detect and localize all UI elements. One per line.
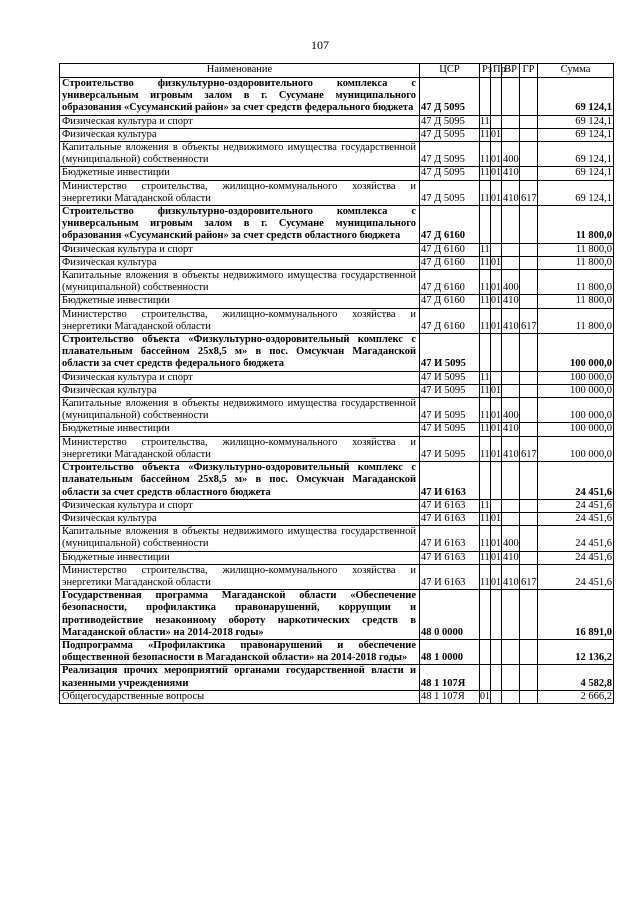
cell-rz: 11	[480, 551, 490, 563]
cell-name: Бюджетные инвестиции	[60, 167, 420, 180]
cell-vr	[502, 665, 520, 690]
cell-name: Строительство объекта «Физкультурно-оздоровительный комплекс с плавательным бассейном 25х8,5 м» в пос. Омсукчан Магаданской области за счет средств областного бюджета	[60, 462, 420, 500]
cell-rz: 11	[480, 256, 490, 268]
table-header-row	[60, 64, 614, 78]
header-gr: ГР	[520, 64, 538, 78]
table-row	[60, 243, 614, 256]
cell-vr	[502, 256, 520, 269]
cell-vr	[502, 243, 520, 256]
cell-gr	[520, 206, 538, 244]
table-row	[60, 512, 614, 525]
cell-gr	[520, 499, 538, 512]
cell-name: Физическая культура	[60, 384, 420, 397]
cell-sum: 69 124,1	[538, 115, 614, 128]
cell-rz	[480, 639, 491, 664]
table-row	[60, 462, 614, 500]
cell-csr: 47 И 6163	[420, 551, 480, 564]
cell-gr	[520, 384, 538, 397]
cell-rz	[480, 78, 491, 116]
cell-vr	[502, 384, 520, 397]
header-sum: Сумма	[538, 64, 614, 78]
cell-vr	[502, 499, 520, 512]
cell-name: Физическая культура	[60, 128, 420, 141]
cell-name: Физическая культура	[60, 256, 420, 269]
cell-sum: 4 582,8	[538, 665, 614, 690]
table-row	[60, 423, 614, 436]
cell-gr	[520, 398, 538, 423]
cell-csr: 47 И 6163	[420, 564, 480, 589]
cell-vr: 400	[502, 526, 520, 551]
table-row	[60, 526, 614, 551]
header-pr: Пр	[491, 64, 502, 78]
cell-gr	[520, 462, 538, 500]
table-row	[60, 115, 614, 128]
cell-gr	[520, 371, 538, 384]
cell-name: Физическая культура и спорт	[60, 243, 420, 256]
table-row	[60, 78, 614, 116]
cell-gr	[520, 334, 538, 372]
cell-rz: 11	[480, 423, 490, 435]
cell-sum: 11 800,0	[538, 256, 614, 269]
table-row	[60, 128, 614, 141]
header-rz: Рз	[480, 64, 491, 78]
cell-rz: 11	[480, 308, 491, 333]
cell-pr: 01	[491, 270, 502, 295]
cell-name: Государственная программа Магаданской области «Обеспечение безопасности, профилактика правонарушений, коррупции и противодействие незаконному обороту наркотических средств в Магаданской области» на 2014-2018 годы»	[60, 590, 420, 640]
cell-gr: 617	[520, 436, 538, 461]
cell-gr	[520, 639, 538, 664]
cell-csr: 47 И 5095	[420, 384, 480, 397]
cell-name: Строительство объекта «Физкультурно-оздоровительный комплекс с плавательным бассейном 25х8,5 м» в пос. Омсукчан Магаданской области за счет средств федерального бюджета	[60, 334, 420, 372]
cell-name: Физическая культура и спорт	[60, 115, 420, 128]
cell-sum: 11 800,0	[538, 206, 614, 244]
cell-sum: 69 124,1	[538, 167, 614, 180]
cell-sum: 100 000,0	[538, 436, 614, 461]
cell-gr	[520, 665, 538, 690]
cell-gr	[520, 526, 538, 551]
cell-rz	[480, 206, 491, 244]
cell-sum: 2 666,2	[538, 690, 614, 703]
header-name: Наименование	[60, 64, 420, 78]
cell-rz: 11	[480, 564, 491, 589]
cell-pr	[491, 590, 502, 640]
cell-sum: 100 000,0	[538, 334, 614, 372]
table-row	[60, 499, 614, 512]
cell-name: Бюджетные инвестиции	[60, 423, 420, 436]
cell-csr: 47 И 6163	[420, 499, 480, 512]
cell-rz: 11	[480, 295, 490, 307]
table-row	[60, 334, 614, 372]
table-row	[60, 398, 614, 423]
cell-gr	[520, 78, 538, 116]
cell-vr: 410	[503, 423, 519, 435]
cell-vr	[502, 639, 520, 664]
cell-rz: 11	[480, 180, 491, 205]
cell-rz	[480, 665, 491, 690]
cell-csr: 47 Д 5095	[420, 142, 480, 167]
cell-sum: 24 451,6	[538, 526, 614, 551]
cell-csr: 48 1 107Я	[420, 690, 480, 703]
header-vr: ВР	[502, 64, 520, 78]
cell-vr	[502, 206, 520, 244]
table-row	[60, 270, 614, 295]
cell-csr: 47 Д 5095	[420, 167, 480, 180]
cell-pr: 01	[491, 551, 501, 563]
table-row	[60, 256, 614, 269]
cell-pr: 01	[491, 142, 502, 167]
cell-rz: 11	[480, 384, 490, 396]
cell-pr: 01	[491, 512, 501, 524]
cell-gr: 617	[520, 180, 538, 205]
cell-sum: 16 891,0	[538, 590, 614, 640]
cell-name: Физическая культура и спорт	[60, 371, 420, 384]
cell-name: Министерство строительства, жилищно-коммунального хозяйства и энергетики Магаданской области	[60, 564, 420, 589]
cell-vr: 400	[502, 142, 520, 167]
table-row	[60, 564, 614, 589]
cell-csr: 47 И 5095	[420, 398, 480, 423]
cell-csr: 47 Д 5095	[420, 115, 480, 128]
cell-pr	[491, 665, 502, 690]
cell-sum: 11 800,0	[538, 308, 614, 333]
cell-sum: 100 000,0	[538, 371, 614, 384]
table-row	[60, 590, 614, 640]
cell-pr: 01	[491, 256, 501, 268]
cell-sum: 100 000,0	[538, 398, 614, 423]
cell-sum: 69 124,1	[538, 142, 614, 167]
cell-sum: 24 451,6	[538, 499, 614, 512]
cell-rz: 11	[480, 398, 491, 423]
table-row	[60, 551, 614, 564]
cell-sum: 100 000,0	[538, 384, 614, 397]
cell-pr: 01	[491, 526, 502, 551]
cell-pr	[491, 115, 502, 128]
cell-rz: 11	[480, 526, 491, 551]
table-row	[60, 308, 614, 333]
cell-pr: 01	[491, 128, 501, 140]
cell-name: Строительство физкультурно-оздоровительного комплекса с универсальным игровым залом в г. Сусумане муниципального образования «Сусуманский район» за счет средств федерального бюджета	[60, 78, 420, 116]
table-row	[60, 295, 614, 308]
cell-pr: 01	[491, 295, 501, 307]
cell-vr: 410	[502, 308, 520, 333]
cell-pr	[491, 462, 502, 500]
cell-csr: 47 Д 6160	[420, 308, 480, 333]
cell-pr	[491, 243, 502, 256]
cell-sum: 11 800,0	[538, 270, 614, 295]
cell-sum: 11 800,0	[538, 295, 614, 308]
table-row	[60, 371, 614, 384]
cell-gr	[520, 551, 538, 564]
cell-sum: 24 451,6	[538, 551, 614, 564]
cell-csr: 47 Д 6160	[420, 243, 480, 256]
cell-pr: 01	[491, 308, 502, 333]
cell-rz: 11	[480, 371, 490, 383]
cell-pr	[491, 206, 502, 244]
cell-name: Министерство строительства, жилищно-коммунального хозяйства и энергетики Магаданской области	[60, 308, 420, 333]
cell-name: Строительство физкультурно-оздоровительного комплекса с универсальным игровым залом в г. Сусумане муниципального образования «Сусуманский район» за счет средств областного бюджета	[60, 206, 420, 244]
cell-pr: 01	[491, 423, 501, 435]
table-row	[60, 180, 614, 205]
table-row	[60, 206, 614, 244]
cell-vr: 410	[502, 564, 520, 589]
table-row	[60, 167, 614, 180]
cell-csr: 47 Д 5095	[420, 180, 480, 205]
cell-vr: 410	[502, 180, 520, 205]
cell-pr: 01	[491, 167, 501, 179]
cell-gr	[520, 128, 538, 141]
cell-csr: 48 0 0000	[420, 590, 480, 640]
cell-csr: 47 Д 6160	[420, 206, 480, 244]
budget-table	[59, 63, 614, 704]
table-row	[60, 690, 614, 703]
cell-csr: 47 Д 6160	[420, 256, 480, 269]
table-row	[60, 639, 614, 664]
cell-vr: 400	[502, 270, 520, 295]
cell-rz	[480, 590, 491, 640]
cell-gr	[520, 590, 538, 640]
cell-sum: 69 124,1	[538, 78, 614, 116]
cell-rz: 11	[480, 142, 491, 167]
cell-rz: 11	[480, 243, 490, 255]
cell-gr	[520, 295, 538, 308]
cell-vr	[502, 512, 520, 525]
cell-name: Бюджетные инвестиции	[60, 295, 420, 308]
cell-csr: 47 Д 5095	[420, 78, 480, 116]
cell-rz	[480, 334, 491, 372]
cell-vr	[502, 115, 520, 128]
cell-csr: 47 Д 6160	[420, 295, 480, 308]
cell-csr: 48 1 0000	[420, 639, 480, 664]
cell-pr	[491, 639, 502, 664]
cell-rz: 11	[480, 270, 491, 295]
page-number: 107	[311, 38, 329, 52]
cell-pr: 01	[491, 384, 501, 396]
cell-csr: 47 И 5095	[420, 423, 480, 436]
table-row	[60, 384, 614, 397]
cell-vr	[502, 690, 520, 703]
header-csr: ЦСР	[420, 64, 480, 78]
cell-gr	[520, 270, 538, 295]
cell-vr	[502, 334, 520, 372]
cell-gr	[520, 256, 538, 269]
cell-gr	[520, 690, 538, 703]
cell-vr: 410	[503, 295, 519, 307]
cell-pr	[491, 78, 502, 116]
cell-vr	[502, 78, 520, 116]
cell-pr: 01	[491, 398, 502, 423]
cell-vr: 410	[503, 167, 519, 179]
cell-name: Бюджетные инвестиции	[60, 551, 420, 564]
cell-pr	[491, 690, 502, 703]
cell-vr	[502, 462, 520, 500]
cell-name: Капитальные вложения в объекты недвижимого имущества государственной (муниципальной) собственности	[60, 526, 420, 551]
cell-csr: 47 И 5095	[420, 436, 480, 461]
cell-name: Физическая культура	[60, 512, 420, 525]
cell-pr	[491, 499, 502, 512]
cell-name: Министерство строительства, жилищно-коммунального хозяйства и энергетики Магаданской области	[60, 436, 420, 461]
cell-vr: 400	[502, 398, 520, 423]
cell-vr	[502, 371, 520, 384]
cell-sum: 24 451,6	[538, 462, 614, 500]
cell-vr	[502, 590, 520, 640]
cell-name: Капитальные вложения в объекты недвижимого имущества государственной (муниципальной) собственности	[60, 398, 420, 423]
cell-csr: 47 И 5095	[420, 334, 480, 372]
cell-gr	[520, 423, 538, 436]
cell-rz: 11	[480, 115, 490, 127]
cell-gr: 617	[520, 564, 538, 589]
cell-gr	[520, 115, 538, 128]
cell-rz	[480, 462, 491, 500]
cell-sum: 69 124,1	[538, 180, 614, 205]
cell-name: Подпрограмма «Профилактика правонарушений и обеспечение общественной безопасности в Магаданской области» на 2014-2018 годы»	[60, 639, 420, 664]
cell-gr: 617	[520, 308, 538, 333]
cell-pr: 01	[491, 436, 502, 461]
cell-gr	[520, 243, 538, 256]
cell-name: Капитальные вложения в объекты недвижимого имущества государственной (муниципальной) собственности	[60, 270, 420, 295]
cell-name: Министерство строительства, жилищно-коммунального хозяйства и энергетики Магаданской области	[60, 180, 420, 205]
cell-vr	[502, 128, 520, 141]
cell-vr: 410	[503, 551, 519, 563]
cell-csr: 48 1 107Я	[420, 665, 480, 690]
cell-sum: 24 451,6	[538, 512, 614, 525]
cell-sum: 24 451,6	[538, 564, 614, 589]
table-row	[60, 665, 614, 690]
cell-pr: 01	[491, 180, 502, 205]
cell-rz: 01	[480, 690, 490, 702]
cell-sum: 11 800,0	[538, 243, 614, 256]
cell-csr: 47 Д 5095	[420, 128, 480, 141]
cell-sum: 12 136,2	[538, 639, 614, 664]
cell-name: Физическая культура и спорт	[60, 499, 420, 512]
cell-pr: 01	[491, 564, 502, 589]
cell-csr: 47 И 6163	[420, 512, 480, 525]
cell-pr	[491, 371, 502, 384]
cell-rz: 11	[480, 128, 490, 140]
cell-gr	[520, 167, 538, 180]
cell-pr	[491, 334, 502, 372]
cell-csr: 47 И 5095	[420, 371, 480, 384]
cell-vr: 410	[502, 436, 520, 461]
cell-name: Реализация прочих мероприятий органами государственной власти и казенными учреждениями	[60, 665, 420, 690]
table-row	[60, 436, 614, 461]
cell-gr	[520, 512, 538, 525]
cell-csr: 47 Д 6160	[420, 270, 480, 295]
cell-csr: 47 И 6163	[420, 526, 480, 551]
cell-rz: 11	[480, 512, 490, 524]
cell-name: Капитальные вложения в объекты недвижимого имущества государственной (муниципальной) собственности	[60, 142, 420, 167]
cell-name: Общегосударственные вопросы	[60, 690, 420, 703]
table-row	[60, 142, 614, 167]
cell-sum: 100 000,0	[538, 423, 614, 436]
cell-rz: 11	[480, 436, 491, 461]
cell-csr: 47 И 6163	[420, 462, 480, 500]
cell-rz: 11	[480, 499, 490, 511]
cell-sum: 69 124,1	[538, 128, 614, 141]
cell-gr	[520, 142, 538, 167]
cell-rz: 11	[480, 167, 490, 179]
